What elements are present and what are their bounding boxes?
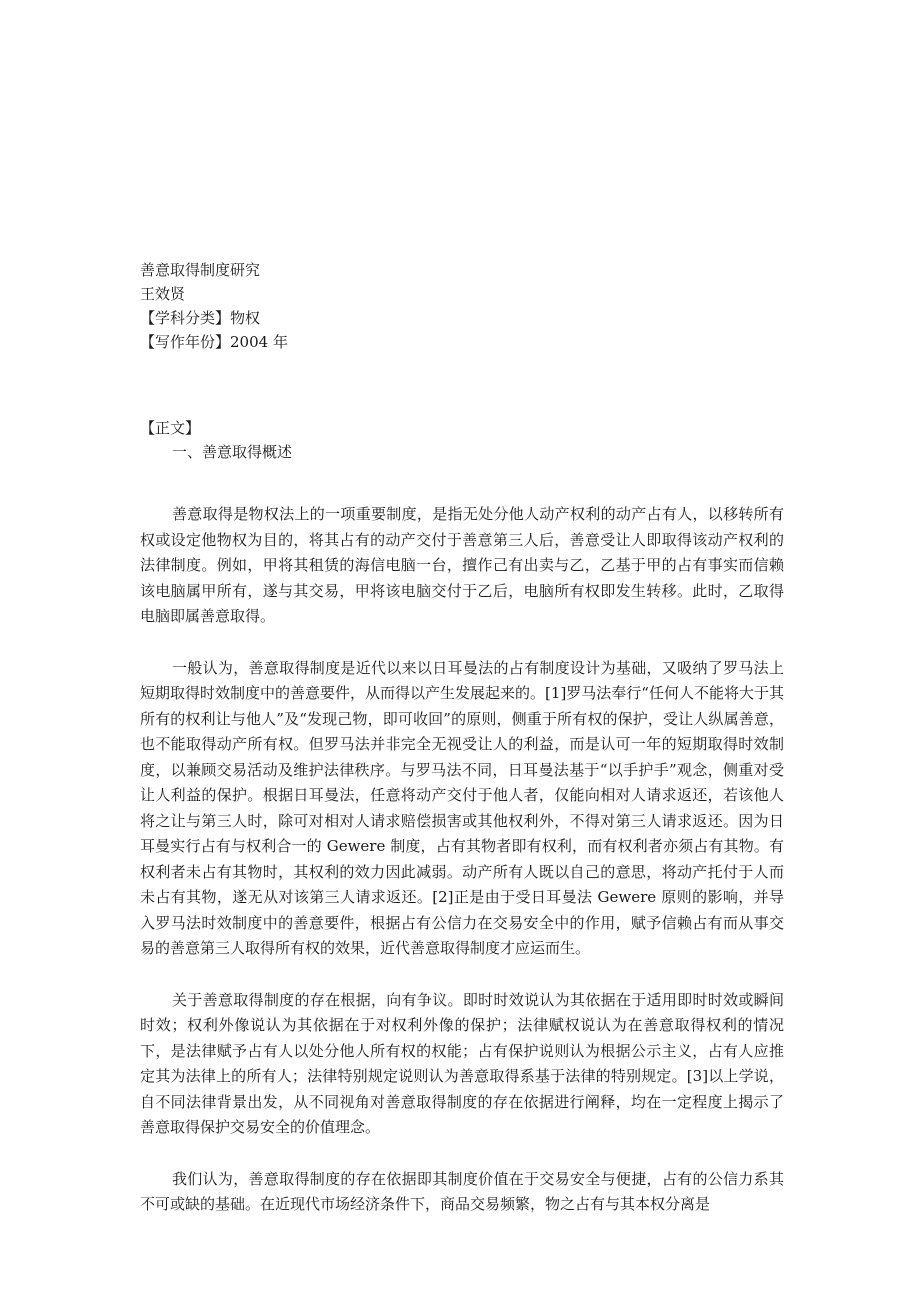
- doc-author: 王效贤: [140, 285, 186, 303]
- spacer: [140, 354, 784, 416]
- document-page: [140, 258, 784, 1218]
- paragraph: 善意取得是物权法上的一项重要制度，是指无处分他人动产权利的动产占有人，以移转所有权或设定他物权为目的，将其占有的动产交付于善意第三人后，善意受让人即取得该动产权利的法律制度。例如，甲将其租赁的海信电脑一台，擅作己有出卖与乙，乙基于甲的占有事实而信赖该电脑属甲所有，遂与其交易，甲将该电脑交付于乙后，电脑所有权即发生转移。此时，乙取得电脑即属善意取得。: [140, 505, 784, 625]
- doc-subject: 【学科分类】物权: [140, 309, 261, 327]
- paragraph: 关于善意取得制度的存在根据，向有争议。即时时效说认为其依据在于适用即时时效或瞬间时效；权利外像说认为其依据在于对权利外像的保护；法律赋权说认为在善意取得权利的情况下，是法律赋予占有人以处分他人所有权的权能；占有保护说则认为根据公示主义，占有人应推定其为法律上的所有人；法律特别规定说则认为善意取得系基于法律的特别规定。[3]以上学说，自不同法律背景出发，从不同视角对善意取得制度的存在依据进行阐释，均在一定程度上揭示了善意取得保护交易安全的价值理念。: [140, 990, 784, 1136]
- paragraph: 我们认为，善意取得制度的存在依据即其制度价值在于交易安全与便捷，占有的公信力系其不可或缺的基础。在近现代市场经济条件下，商品交易频繁，物之占有与其本权分离是: [140, 1169, 784, 1213]
- spacer: [140, 962, 784, 988]
- body-label: 【正文】: [140, 419, 201, 437]
- spacer: [140, 630, 784, 656]
- paragraph: 一般认为，善意取得制度是近代以来以日耳曼法的占有制度设计为基础，又吸纳了罗马法上短期取得时效制度中的善意要件，从而得以产生发展起来的。[1]罗马法奉行“任何人不能将大于其所有的权利让与他人”及“发现己物，即可收回”的原则，侧重于所有权的保护，受让人纵属善意，也不能取得动产所有权。但罗马法并非完全无视受让人的利益，而是认可一年的短期取得时效制度，以兼顾交易活动及维护法律秩序。与罗马法不同，日耳曼法基于“以手护手”观念，侧重对受让人利益的保护。根据日耳曼法，任意将动产交付于他人者，仅能向相对人请求返还，若该他人将之让与第三人时，除可对相对人请求赔偿损害或其他权利外，不得对第三人请求返还。因为日耳曼实行占有与权利合一的 Gewere 制度，占有其物者即有权利，而有权利者亦须占有其物。有权利者未占有其物时，其权利的效力因此减弱。动产所有人既以自己的意思，将动产托付于人而未占有其物，遂无从对该第三人请求返还。[2]正是由于受日耳曼法 Gewere 原则的影响，并导入罗马法时效制度中的善意要件，根据占有公信力在交易安全中的作用，赋予信赖占有而从事交易的善意第三人取得所有权的效果，近代善意取得制度才应运而生。: [140, 658, 784, 957]
- section-heading: 一、善意取得概述: [172, 443, 293, 461]
- spacer: [140, 1141, 784, 1167]
- doc-year: 【写作年份】2004 年: [140, 333, 288, 351]
- doc-title: 善意取得制度研究: [140, 261, 261, 279]
- spacer: [140, 464, 784, 502]
